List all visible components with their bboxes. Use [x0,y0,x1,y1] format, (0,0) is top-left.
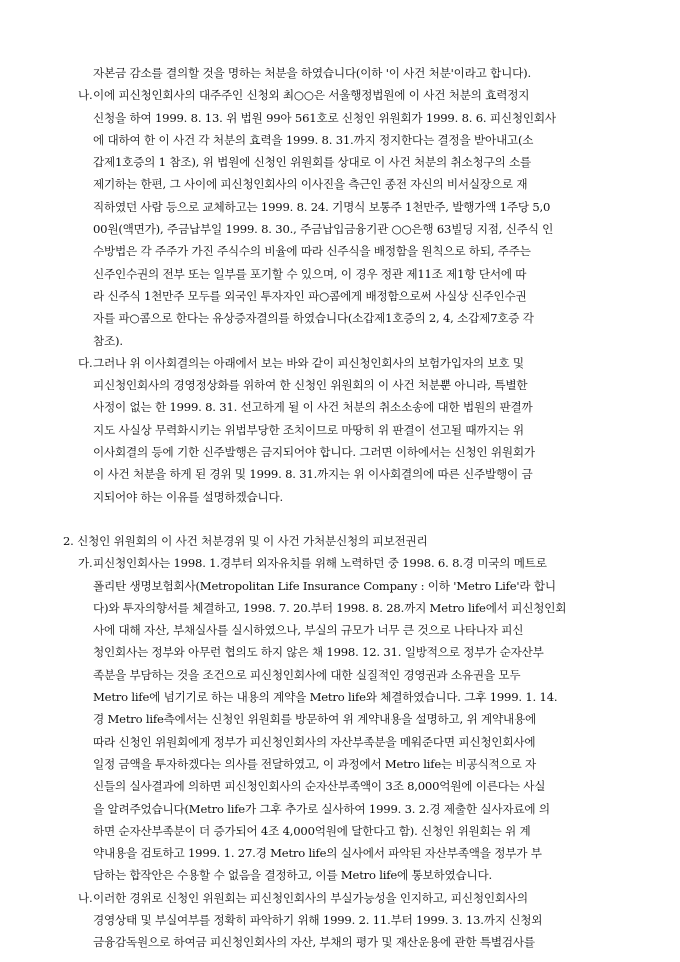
body-line: 이사회결의 등에 기한 신주발행은 금지되어야 합니다. 그러면 이하에서는 신청인 위원회가 [93,445,535,460]
body-line: Metro life에 넘기기로 하는 내용의 계약을 Metro life와 체결하였습니다. 그후 1999. 1. 14. [93,690,558,705]
body-line: 사정이 없는 한 1999. 8. 31. 선고하게 될 이 사건 처분의 취소소송에 대한 법원의 판결까 [93,400,533,415]
body-line: 제기하는 한편, 그 사이에 피신청인회사의 이사진을 측근인 종전 자신의 비서실장으로 재 [93,177,528,192]
body-line: 경영상태 및 부실여부를 정확히 파악하기 위해 1999. 2. 11.부터 1999. 3. 13.까지 신청외 [93,912,543,927]
body-line: 사에 대해 자산, 부채실사를 실시하였으나, 부실의 규모가 너무 큰 것으로 나타나자 피신 [93,623,524,638]
paragraph-text: 이에 피신청인회사의 대주주인 신청외 최○○은 서울행정법원에 이 사건 처분의 효력정지 [93,88,530,103]
body-line: 직하였던 사람 등으로 교체하고는 1999. 8. 24. 기명식 보통주 1천만주, 발행가액 1주당 5,0 [93,199,551,214]
section-heading: 2. 신청인 위원회의 이 사건 처분경위 및 이 사건 가처분신청의 피보전권리 [63,533,428,548]
paragraph-marker: 나. [78,88,93,103]
paragraph-text: 그러나 위 이사회결의는 아래에서 보는 바와 같이 피신청인회사의 보험가입자의 보호 및 [93,355,524,370]
body-line: 지도 사실상 무력화시키는 위법부당한 조치이므로 마땅히 위 판결이 선고될 때까지는 위 [93,422,524,437]
body-line: 신청을 하여 1999. 8. 13. 위 법원 99아 561호로 신청인 위원회가 1999. 8. 6. 피신청인회사 [93,110,556,125]
body-line: 지되어야 하는 이유를 설명하겠습니다. [93,489,283,504]
body-line: 에 대하여 한 이 사건 각 처분의 효력을 1999. 8. 31.까지 정지한다는 결정을 받아내고(소 [93,132,534,147]
paragraph-text: 이러한 경위로 신청인 위원회는 피신청인회사의 부실가능성을 인지하고, 피신청인회사의 [93,890,528,905]
body-line: 참조). [93,333,123,348]
body-line: 갑제1호증의 1 참조), 위 법원에 신청인 위원회를 상대로 이 사건 처분의 취소청구의 소를 [93,155,531,170]
paragraph-first-line [60,84,628,106]
body-line: 약내용을 검토하고 1999. 1. 27.경 Metro life의 실사에서 파악된 자산부족액을 정부가 부 [93,846,542,861]
body-line: 신주인수권의 전부 또는 일부를 포기할 수 있으며, 이 경우 정관 제11조 제1항 단서에 따 [93,266,527,281]
body-line: 폴리탄 생명보험회사(Metropolitan Life Insurance Company : 이하 'Metro Life'라 합니 [93,578,556,593]
body-line: 자본금 감소를 결의할 것을 명하는 처분을 하였습니다(이하 '이 사건 처분'이라고 합니다). [93,66,531,80]
paragraph-text: 피신청인회사는 1998. 1.경부터 외자유치를 위해 노력하던 중 1998. 6. 8.경 미국의 메트로 [93,556,547,571]
paragraph-gap [60,508,628,530]
body-line: 담하는 합작안은 수용할 수 없음을 결정하고, 이를 Metro life에 통보하였습니다. [93,868,493,883]
body-line: 신들의 실사결과에 의하면 피신청인회사의 순자산부족액이 3조 8,000억원에 이른다는 사실 [93,779,546,794]
body-line: 자를 파○콤으로 한다는 유상증자결의를 하였습니다(소갑제1호증의 2, 4, 소갑제7호증 각 [93,311,534,326]
body-line: 일정 금액을 투자하겠다는 의사를 전달하였고, 이 과정에서 Metro life는 비공식적으로 자 [93,756,537,771]
paragraph-marker: 다. [78,355,93,370]
body-line: 다)와 투자의향서를 체결하고, 1998. 7. 20.부터 1998. 8. 28.까지 Metro life에서 피신청인회 [93,600,567,615]
paragraph-first-line [60,887,628,909]
body-line: 을 알려주었습니다(Metro life가 그후 추가로 실사하여 1999. 3. 2.경 제출한 실사자료에 의 [93,801,550,816]
body-line: 족분을 부담하는 것을 조건으로 피신청인회사에 대한 실질적인 경영권과 소유권을 모두 [93,667,521,682]
body-line: 00원(액면가), 주금납부일 1999. 8. 30., 주금납입금융기관 ○○은행 63빌딩 지점, 신주식 인 [93,222,554,237]
paragraph-marker: 나. [78,890,93,905]
paragraph-marker: 가. [78,556,93,571]
body-line: 청인회사는 정부와 아무런 협의도 하지 않은 채 1998. 12. 31. 일방적으로 정부가 순자산부 [93,645,544,660]
paragraph-first-line [60,552,628,574]
body-line: 수방법은 각 주주가 가진 주식수의 비율에 따라 신주식을 배정함을 원칙으로 하되, 주주는 [93,244,531,259]
body-line: 이 사건 처분을 하게 된 경위 및 1999. 8. 31.까지는 위 이사회결의에 따른 신주발행이 금 [93,467,533,482]
body-line: 따라 신청인 위원회에게 정부가 피신청인회사의 자산부족분을 메워준다면 피신청인회사에 [93,734,536,749]
body-line: 라 신주식 1천만주 모두를 외국인 투자자인 파○콤에게 배정함으로써 사실상 신주인수권 [93,288,527,303]
body-line: 경 Metro life측에서는 신청인 위원회를 방문하여 위 계약내용을 설명하고, 위 계약내용에 [93,712,537,727]
body-line: 하면 순자산부족분이 더 증가되어 4조 4,000억원에 달한다고 함). 신청인 위원회는 위 계 [93,823,531,838]
body-line: 피신청인회사의 경영정상화를 위하여 한 신청인 위원회의 이 사건 처분뿐 아니라, 특별한 [93,378,528,393]
paragraph-first-line [60,352,628,374]
body-line: 금융감독원으로 하여금 피신청인회사의 자산, 부채의 평가 및 재산운용에 관한 특별검사를 [93,935,535,950]
